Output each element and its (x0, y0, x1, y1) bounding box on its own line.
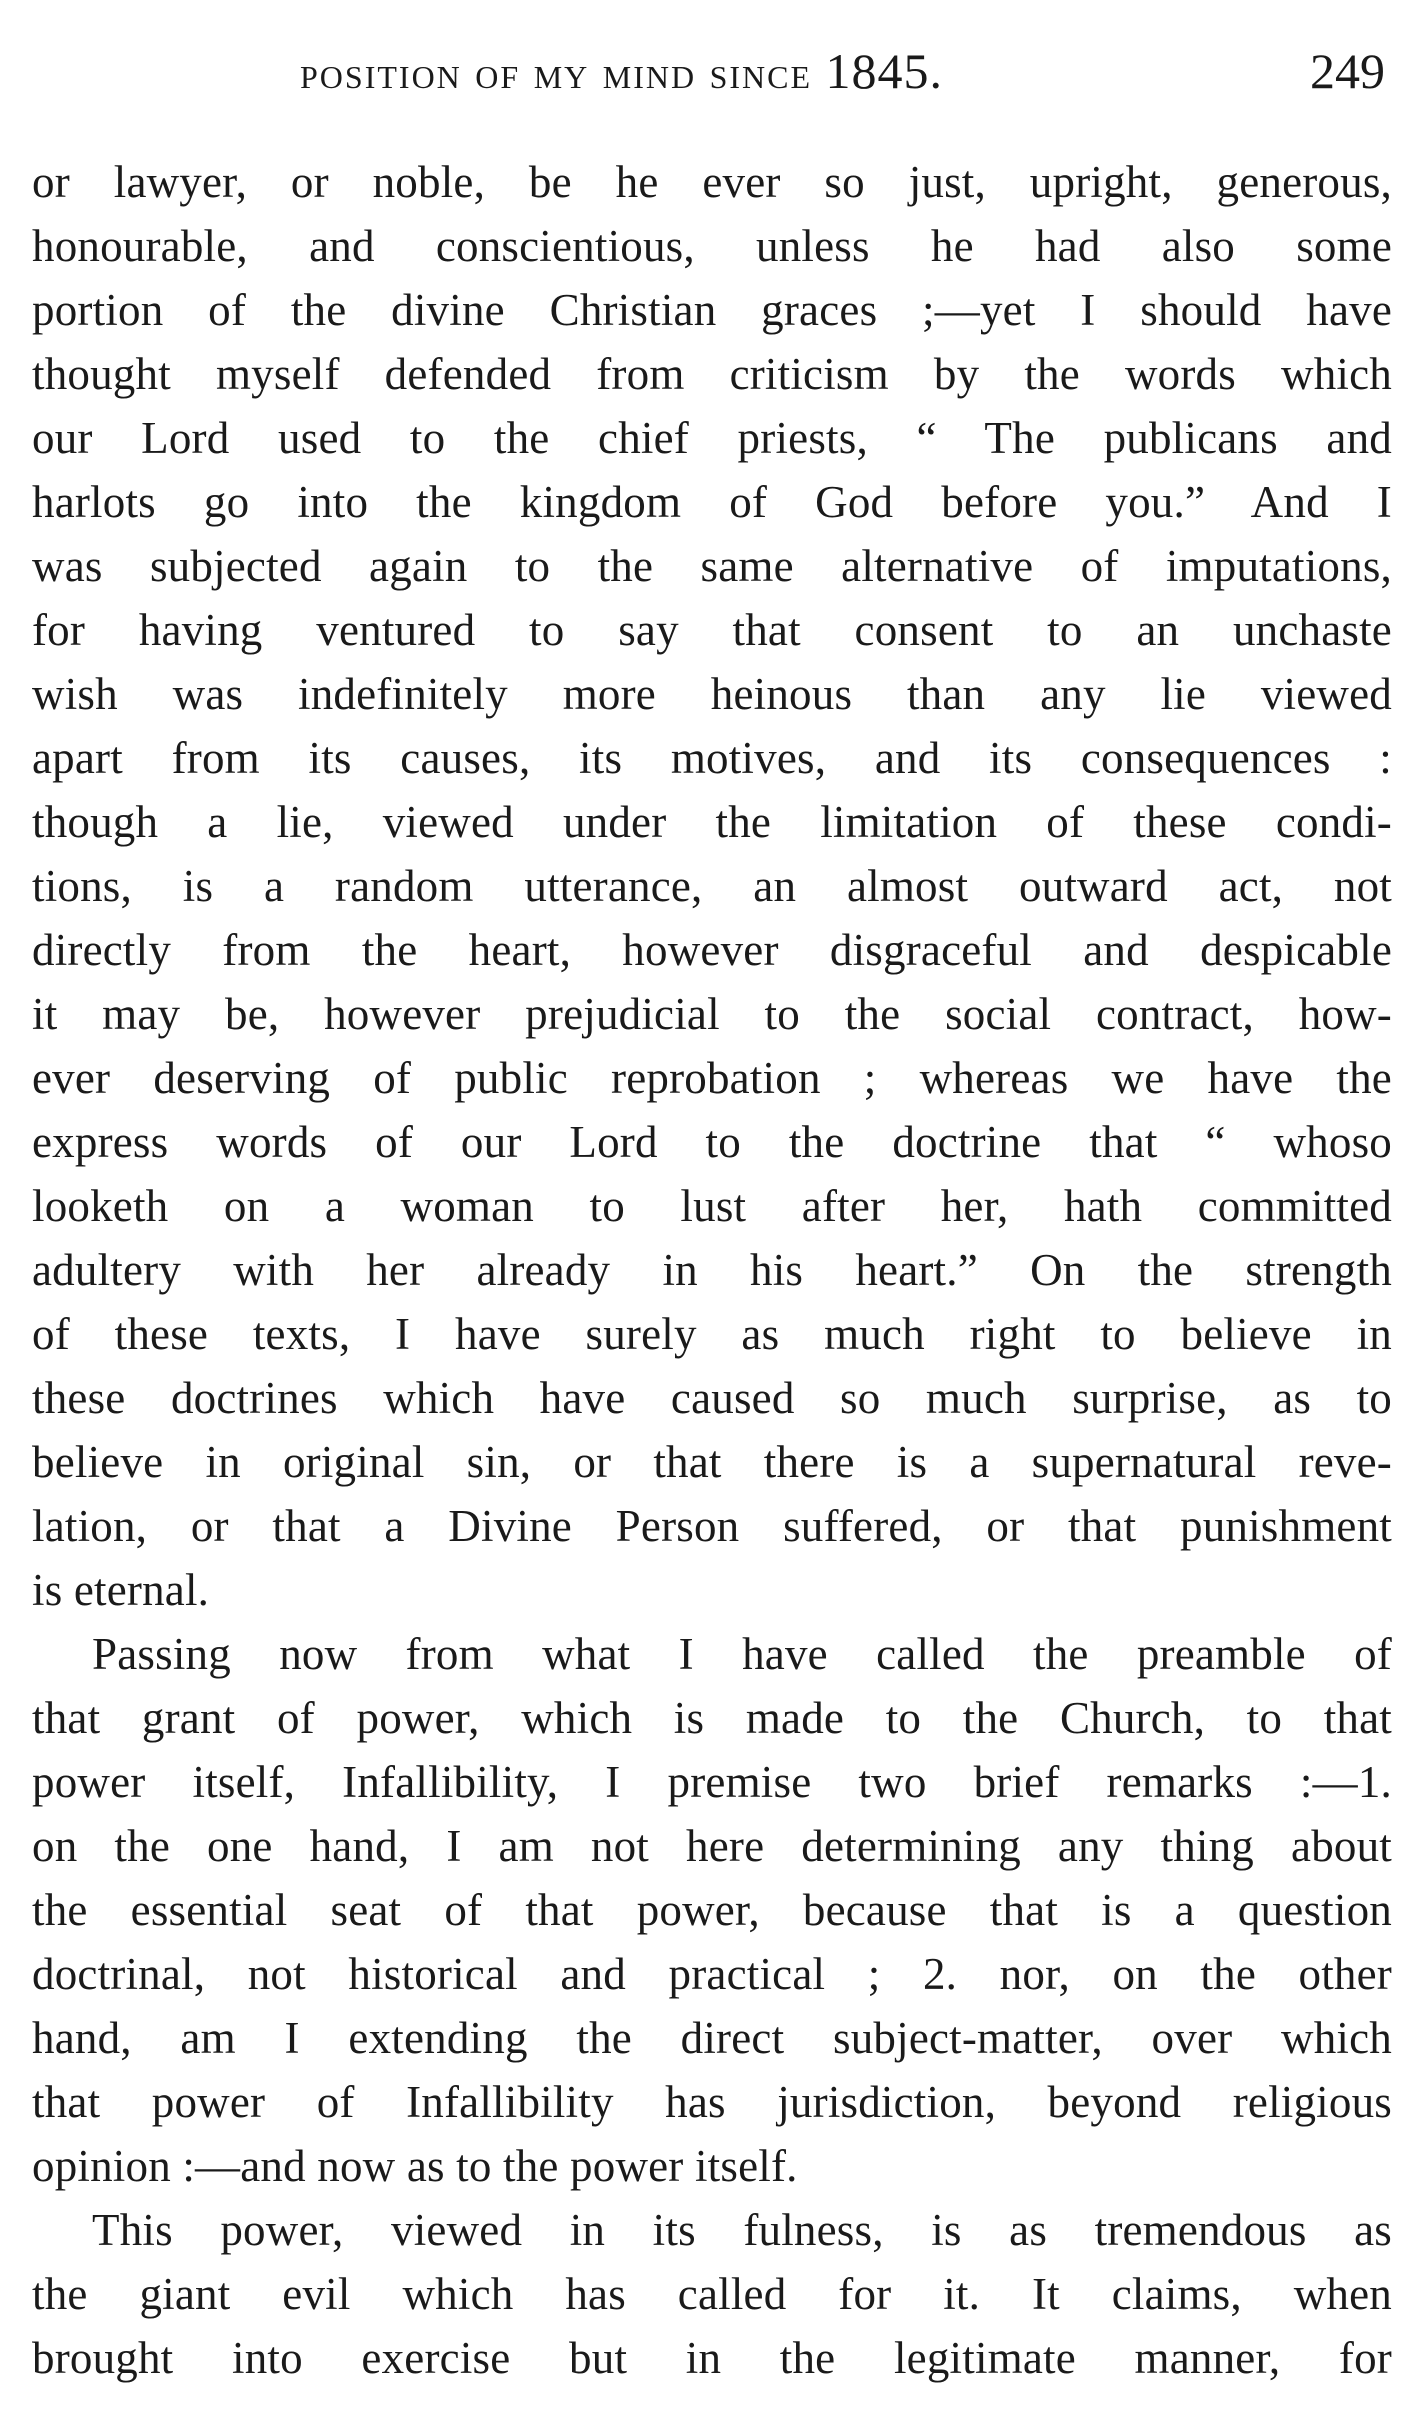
paragraph-1 (32, 150, 1392, 1622)
running-title (300, 42, 943, 100)
running-head (300, 42, 1400, 112)
text-line: portion of the divine Christian graces ;—yet I should have (32, 285, 1392, 335)
text-line: it may be, however prejudicial to the social contract, how- (32, 989, 1392, 1039)
text-line: apart from its causes, its motives, and its consequences : (32, 733, 1392, 783)
page-number: 249 (1310, 43, 1385, 99)
text-line: wish was indefinitely more heinous than any lie viewed (32, 669, 1392, 719)
text-line: thought myself defended from criticism by the words which (32, 349, 1392, 399)
text-line: harlots go into the kingdom of God before you.” And I (32, 477, 1392, 527)
text-line: power itself, Infallibility, I premise two brief remarks :—1. (32, 1757, 1392, 1807)
text-line: Passing now from what I have called the preamble of (92, 1629, 1392, 1679)
text-line: ever deserving of public reprobation ; whereas we have the (32, 1053, 1392, 1103)
text-line: the giant evil which has called for it. It claims, when (32, 2269, 1392, 2319)
text-line: adultery with her already in his heart.” On the strength (32, 1245, 1392, 1295)
text-line: doctrinal, not historical and practical ; 2. nor, on the other (32, 1949, 1392, 1999)
text-line: or lawyer, or noble, be he ever so just, upright, generous, (32, 157, 1392, 207)
text-line: that grant of power, which is made to the Church, to that (32, 1693, 1392, 1743)
text-line: hand, am I extending the direct subject-matter, over which (32, 2013, 1392, 2063)
running-title-text: position of my mind since (300, 47, 813, 98)
paragraph-3 (32, 2198, 1392, 2390)
text-line: opinion :—and now as to the power itself. (32, 2141, 798, 2191)
text-line: lation, or that a Divine Person suffered, or that punishment (32, 1501, 1392, 1551)
body-text (32, 150, 1392, 2390)
text-line: on the one hand, I am not here determining any thing about (32, 1821, 1392, 1871)
text-line: is eternal. (32, 1565, 210, 1615)
text-line: these doctrines which have caused so much surprise, as to (32, 1373, 1392, 1423)
text-line: directly from the heart, however disgraceful and despicable (32, 925, 1392, 975)
running-title-year: 1845. (825, 43, 944, 99)
text-line: the essential seat of that power, because that is a question (32, 1885, 1392, 1935)
text-line: that power of Infallibility has jurisdiction, beyond religious (32, 2077, 1392, 2127)
text-line: was subjected again to the same alternative of imputations, (32, 541, 1392, 591)
text-line: believe in original sin, or that there is a supernatural reve- (32, 1437, 1392, 1487)
text-line: looketh on a woman to lust after her, hath committed (32, 1181, 1392, 1231)
text-line: tions, is a random utterance, an almost outward act, not (32, 861, 1392, 911)
text-line: our Lord used to the chief priests, “ The publicans and (32, 413, 1392, 463)
text-line: express words of our Lord to the doctrine that “ whoso (32, 1117, 1392, 1167)
text-line: honourable, and conscientious, unless he had also some (32, 221, 1392, 271)
text-line: brought into exercise but in the legitimate manner, for (32, 2333, 1392, 2383)
text-line: of these texts, I have surely as much right to believe in (32, 1309, 1392, 1359)
paragraph-2 (32, 1622, 1392, 2198)
text-line: This power, viewed in its fulness, is as tremendous as (92, 2205, 1392, 2255)
text-line: though a lie, viewed under the limitation of these condi- (32, 797, 1392, 847)
text-line: for having ventured to say that consent to an unchaste (32, 605, 1392, 655)
